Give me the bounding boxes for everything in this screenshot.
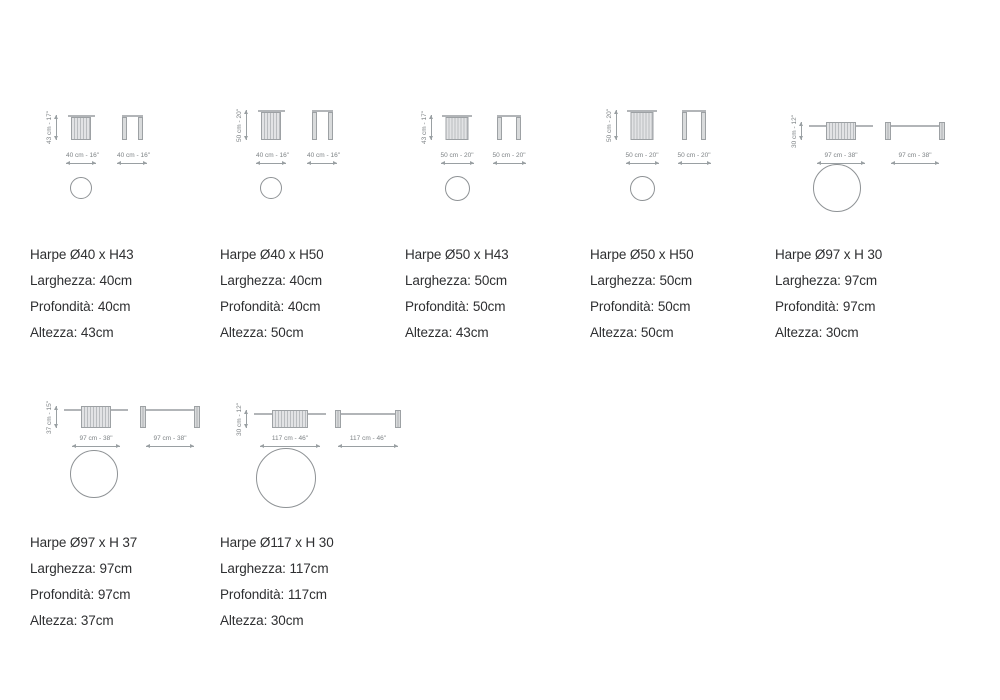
height-dimension-label: 30 cm - 12" — [236, 402, 243, 436]
side-view — [885, 122, 945, 140]
table-top — [885, 125, 945, 127]
width-dimension-line — [260, 446, 320, 447]
table-leg — [395, 410, 401, 428]
table-leg — [140, 406, 146, 428]
spec-block — [405, 242, 590, 346]
depth-dimension-line — [678, 163, 711, 164]
depth-dimension — [493, 152, 526, 164]
width-dimension-label: 40 cm - 16" — [256, 152, 290, 159]
height-dimension — [606, 110, 617, 140]
ribbed-base — [631, 112, 654, 140]
table-leg — [328, 112, 333, 140]
spec-profondita: Profondità: 40cm — [30, 299, 131, 314]
depth-dimension-label: 50 cm - 20" — [677, 152, 711, 159]
depth-dimension-label: 50 cm - 20" — [492, 152, 526, 159]
top-view-circle — [70, 450, 118, 498]
front-view — [258, 110, 285, 140]
spec-larghezza: Larghezza: 97cm — [775, 273, 878, 288]
width-dimension — [817, 152, 865, 164]
width-dimension-line — [256, 163, 286, 164]
height-dimension-line — [431, 115, 432, 140]
table-leg — [682, 112, 687, 140]
side-view — [312, 110, 333, 140]
depth-dimension — [307, 152, 341, 164]
depth-dimension-label: 40 cm - 16" — [307, 152, 341, 159]
depth-dimension-line — [117, 163, 147, 164]
height-dimension-line — [56, 406, 57, 428]
product-title: Harpe Ø117 x H 30 — [220, 535, 334, 550]
width-dimension-line — [626, 163, 659, 164]
spec-block — [30, 530, 215, 634]
spec-block — [775, 242, 990, 346]
dimension-drawing — [590, 90, 775, 238]
table-top — [335, 413, 401, 415]
depth-dimension-label: 97 cm - 38" — [153, 435, 187, 442]
depth-dimension — [891, 152, 939, 164]
variant-card — [220, 378, 420, 634]
spec-profondita: Profondità: 117cm — [220, 587, 327, 602]
table-leg — [312, 112, 317, 140]
spec-altezza: Altezza: 30cm — [220, 613, 304, 628]
ribbed-base — [272, 410, 308, 428]
table-leg — [138, 117, 143, 140]
variant-card — [590, 90, 775, 346]
top-view-circle — [445, 176, 470, 201]
depth-dimension-line — [338, 446, 398, 447]
spec-block — [220, 242, 405, 346]
spec-profondita: Profondità: 97cm — [30, 587, 131, 602]
width-dimension-label: 117 cm - 46" — [271, 435, 309, 442]
side-view — [140, 406, 200, 428]
spec-altezza: Altezza: 37cm — [30, 613, 114, 628]
width-dimension — [626, 152, 659, 164]
dimension-drawing — [220, 378, 420, 526]
front-view — [809, 122, 873, 140]
dimension-drawing — [220, 90, 405, 238]
height-dimension — [46, 400, 57, 434]
height-dimension-label: 50 cm - 20" — [236, 108, 243, 142]
variant-card — [30, 378, 215, 634]
product-title: Harpe Ø97 x H 37 — [30, 535, 138, 550]
width-dimension-label: 97 cm - 38" — [824, 152, 858, 159]
height-dimension-line — [246, 110, 247, 140]
dimension-drawing — [775, 90, 990, 238]
variant-card — [405, 90, 590, 346]
table-leg — [194, 406, 200, 428]
height-dimension-label: 43 cm - 17" — [46, 111, 53, 145]
width-dimension-label: 50 cm - 20" — [625, 152, 659, 159]
top-view-circle — [630, 176, 655, 201]
side-view — [122, 115, 143, 140]
table-leg — [516, 117, 521, 140]
top-view-circle — [256, 448, 316, 508]
spec-larghezza: Larghezza: 50cm — [590, 273, 693, 288]
product-title: Harpe Ø40 x H43 — [30, 247, 134, 262]
depth-dimension-label: 117 cm - 46" — [349, 435, 387, 442]
width-dimension — [66, 152, 100, 164]
product-title: Harpe Ø97 x H 30 — [775, 247, 883, 262]
spec-altezza: Altezza: 50cm — [220, 325, 304, 340]
depth-dimension-label: 97 cm - 38" — [898, 152, 932, 159]
front-view — [64, 406, 128, 428]
width-dimension — [441, 152, 474, 164]
spec-larghezza: Larghezza: 117cm — [220, 561, 329, 576]
spec-profondita: Profondità: 40cm — [220, 299, 321, 314]
depth-dimension-line — [493, 163, 526, 164]
variant-card — [30, 90, 215, 346]
variant-card — [220, 90, 405, 346]
front-view — [254, 410, 326, 428]
product-title: Harpe Ø40 x H50 — [220, 247, 324, 262]
table-leg — [885, 122, 891, 140]
spec-larghezza: Larghezza: 97cm — [30, 561, 133, 576]
depth-dimension — [146, 435, 194, 447]
height-dimension — [236, 402, 247, 436]
top-view-circle — [70, 177, 92, 199]
side-view — [682, 110, 706, 140]
spec-altezza: Altezza: 43cm — [405, 325, 489, 340]
spec-profondita: Profondità: 97cm — [775, 299, 876, 314]
height-dimension-label: 30 cm - 12" — [791, 114, 798, 148]
spec-profondita: Profondità: 50cm — [590, 299, 691, 314]
depth-dimension — [678, 152, 711, 164]
ribbed-base — [446, 117, 469, 140]
spec-block — [220, 530, 420, 634]
ribbed-base — [826, 122, 856, 140]
height-dimension — [236, 110, 247, 140]
spec-block — [30, 242, 215, 346]
spec-altezza: Altezza: 43cm — [30, 325, 114, 340]
height-dimension-line — [246, 410, 247, 428]
table-top — [140, 409, 200, 411]
width-dimension-line — [441, 163, 474, 164]
table-leg — [939, 122, 945, 140]
product-title: Harpe Ø50 x H50 — [590, 247, 694, 262]
spec-larghezza: Larghezza: 40cm — [220, 273, 323, 288]
spec-altezza: Altezza: 30cm — [775, 325, 859, 340]
depth-dimension — [117, 152, 151, 164]
ribbed-base — [71, 117, 91, 140]
height-dimension — [46, 111, 57, 145]
spec-larghezza: Larghezza: 50cm — [405, 273, 508, 288]
variant-card — [775, 90, 990, 346]
front-view — [627, 110, 657, 140]
width-dimension-line — [66, 163, 96, 164]
top-view-circle — [260, 177, 282, 199]
depth-dimension-line — [891, 163, 939, 164]
height-dimension-label: 37 cm - 15" — [46, 400, 53, 434]
width-dimension-line — [72, 446, 120, 447]
spec-altezza: Altezza: 50cm — [590, 325, 674, 340]
spec-larghezza: Larghezza: 40cm — [30, 273, 133, 288]
height-dimension-line — [616, 110, 617, 140]
dimension-drawing — [30, 90, 215, 238]
height-dimension-label: 43 cm - 17" — [421, 111, 428, 145]
height-dimension-line — [56, 115, 57, 140]
depth-dimension-line — [307, 163, 337, 164]
table-leg — [122, 117, 127, 140]
table-leg — [497, 117, 502, 140]
table-leg — [701, 112, 706, 140]
height-dimension-label: 50 cm - 20" — [606, 108, 613, 142]
height-dimension-line — [801, 122, 802, 140]
width-dimension-label: 40 cm - 16" — [66, 152, 100, 159]
front-view — [442, 115, 472, 140]
spec-profondita: Profondità: 50cm — [405, 299, 506, 314]
side-view — [497, 115, 521, 140]
front-view — [68, 115, 95, 140]
product-title: Harpe Ø50 x H43 — [405, 247, 509, 262]
dimension-drawing — [30, 378, 215, 526]
height-dimension — [791, 114, 802, 148]
depth-dimension-line — [146, 446, 194, 447]
width-dimension — [72, 435, 120, 447]
height-dimension — [421, 111, 432, 145]
width-dimension — [260, 435, 320, 447]
top-view-circle — [813, 164, 861, 212]
width-dimension — [256, 152, 290, 164]
ribbed-base — [261, 112, 281, 140]
ribbed-base — [81, 406, 111, 428]
depth-dimension — [338, 435, 398, 447]
width-dimension-label: 97 cm - 38" — [79, 435, 113, 442]
depth-dimension-label: 40 cm - 16" — [117, 152, 151, 159]
width-dimension-label: 50 cm - 20" — [440, 152, 474, 159]
table-leg — [335, 410, 341, 428]
dimension-drawing — [405, 90, 590, 238]
spec-block — [590, 242, 775, 346]
side-view — [335, 410, 401, 428]
